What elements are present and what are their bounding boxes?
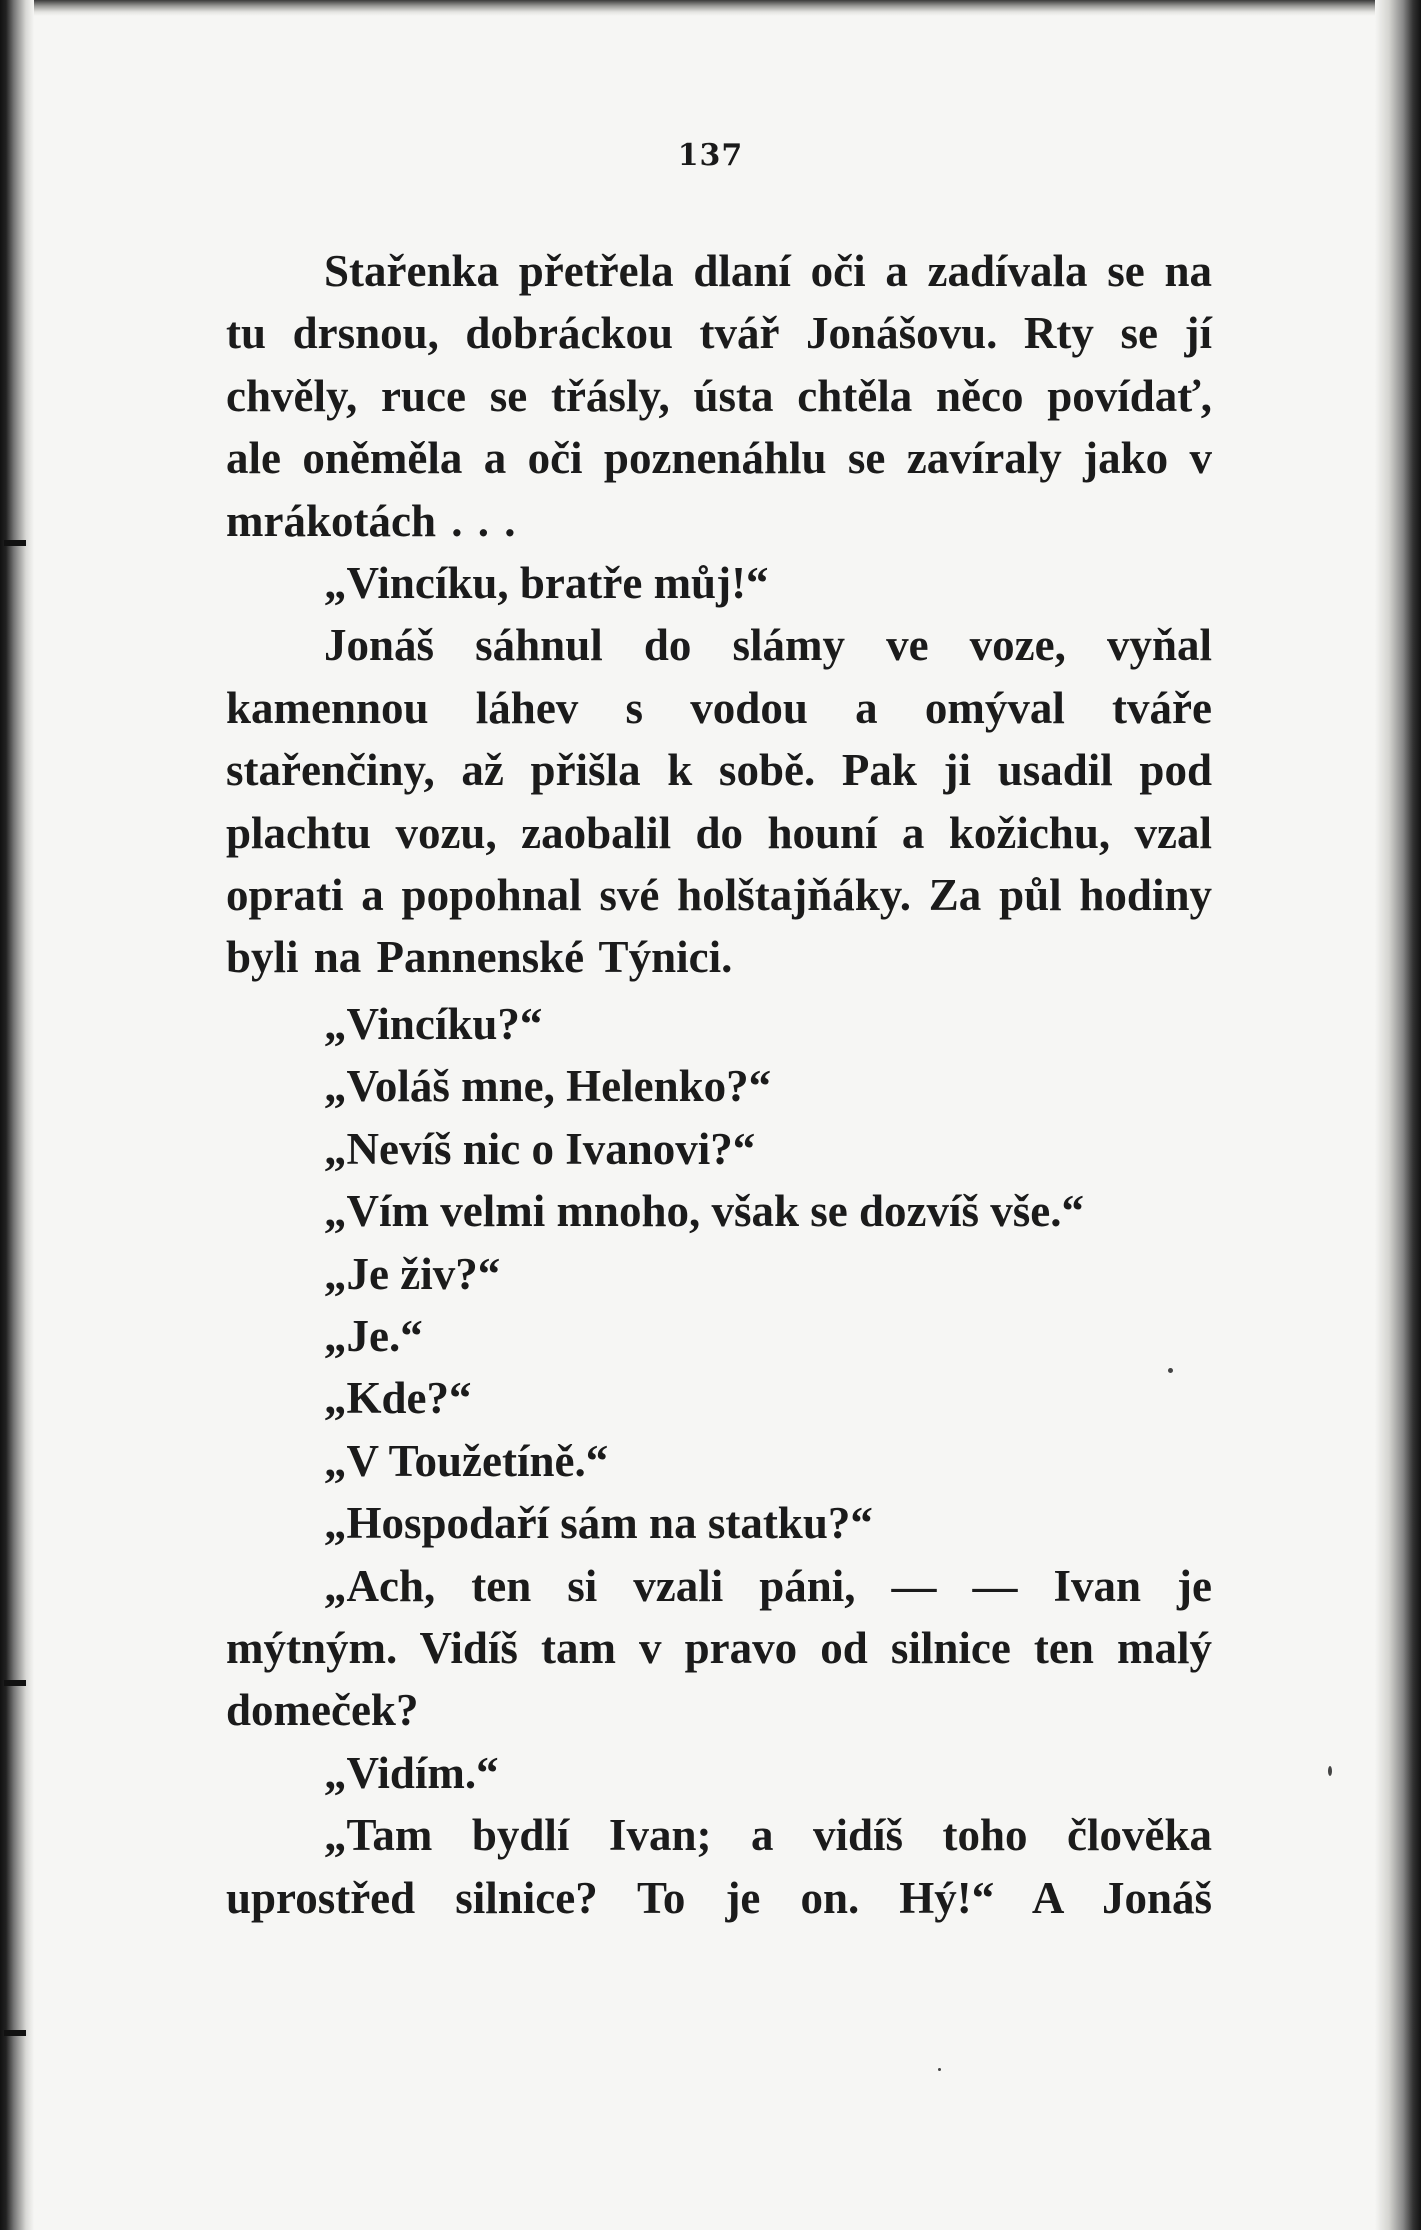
paragraph: „Tam bydlí Ivan; a vidíš toho člověka uprostřed silnice? To je on. Hý!“ A Jonáš (226, 1810, 1212, 1923)
dialogue-line: „Vincíku?“ (324, 998, 543, 1049)
dialogue-line: „Vím velmi mnoho, však se dozvíš vše.“ (324, 1186, 1085, 1237)
page-text (226, 240, 1212, 1929)
dialogue-line: „Voláš mne, Helenko?“ (324, 1061, 772, 1112)
dialogue-line: „Nevíš nic o Ivanovi?“ (324, 1123, 756, 1174)
binding-mark (4, 540, 26, 546)
paragraph: Jonáš sáhnul do slámy ve voze, vyňal kamennou láhev s vodou a omýval tváře stařenčiny, až přišla k sobě. Pak ji usadil pod plachtu vozu, zaobalil do houní a kožichu, vzal oprati a popohnal své holštajňáky. Za půl hodiny byli na Pannenské Týnici. (226, 620, 1212, 983)
scan-top-edge (0, 0, 1421, 16)
dialogue-line: „Hospodaří sám na statku?“ (324, 1498, 873, 1549)
ink-speck (1328, 1766, 1332, 1776)
dialogue-line: „Vidím.“ (324, 1747, 499, 1798)
dialogue-line: „Vincíku, bratře můj!“ (324, 558, 769, 609)
ink-speck (938, 2068, 941, 2071)
binding-mark (4, 2030, 26, 2036)
page-number: 137 (677, 138, 744, 173)
dialogue-line: „Kde?“ (324, 1373, 472, 1424)
dialogue-line: „Je živ?“ (324, 1248, 501, 1299)
dialogue-line: „Je.“ (324, 1310, 423, 1361)
dialogue-line: „V Toužetíně.“ (324, 1435, 609, 1486)
binding-mark (4, 1680, 26, 1686)
binding-left-edge (0, 0, 34, 2230)
paragraph: „Ach, ten si vzali páni, — — Ivan je mýtným. Vidíš tam v pravo od silnice ten malý domeček? (226, 1560, 1212, 1736)
paragraph: Stařenka přetřela dlaní oči a zadívala se na tu drsnou, dobráckou tvář Jonášovu. Rty se jí chvěly, ruce se třásly, ústa chtěla něco povídať, ale oněměla a oči poznenáhlu se zavíraly jako v mrákotách . . . (226, 246, 1212, 546)
binding-right-edge (1375, 0, 1421, 2230)
